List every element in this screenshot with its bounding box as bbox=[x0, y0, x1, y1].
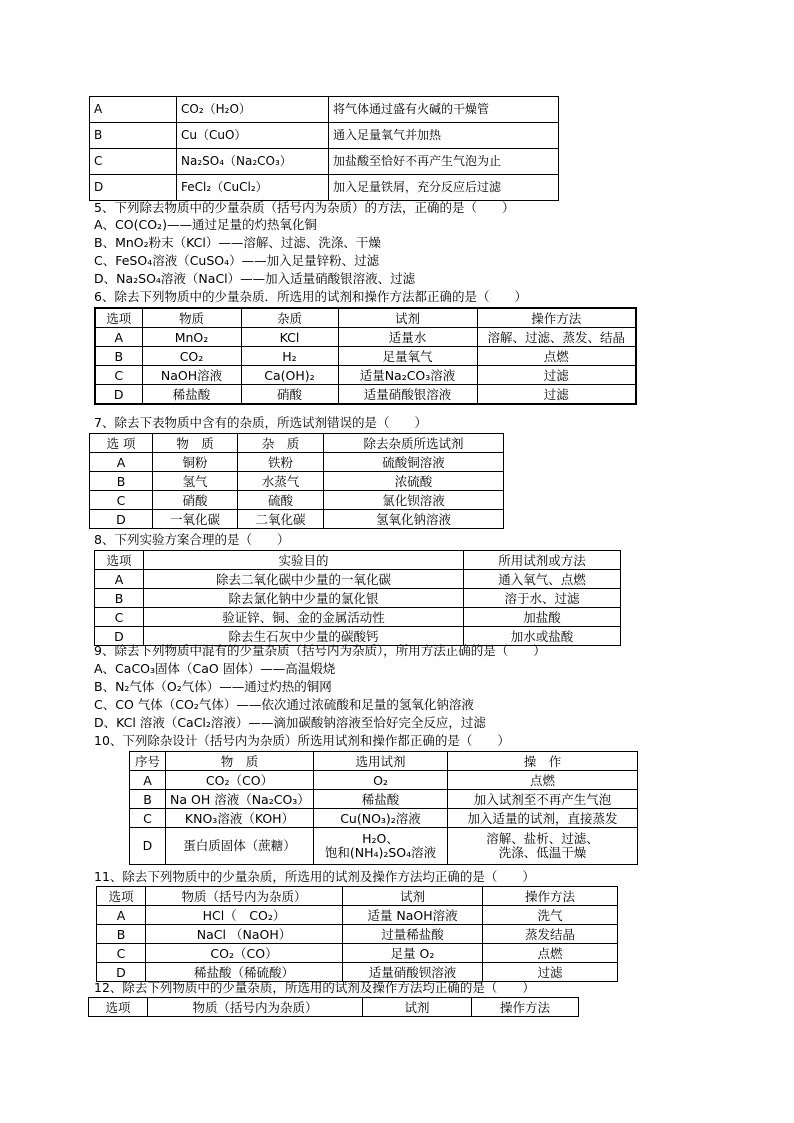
q10-table-container bbox=[129, 751, 638, 865]
table-row bbox=[130, 771, 638, 790]
table-row bbox=[95, 608, 621, 627]
column-header: 选项 bbox=[89, 998, 148, 1017]
column-header: 操作方法 bbox=[472, 998, 579, 1017]
column-header: 实验目的 bbox=[144, 551, 464, 570]
q5-option-a: A、CO(CO₂)——通过足量的灼热氧化铜 bbox=[94, 217, 317, 232]
table-cell: Na₂SO₄（Na₂CO₃） bbox=[177, 149, 329, 175]
table-cell: D bbox=[90, 175, 177, 201]
table-row bbox=[90, 453, 504, 472]
table-cell: C bbox=[95, 366, 142, 385]
table-cell: 水蒸气 bbox=[238, 472, 324, 491]
column-header: 物 质 bbox=[166, 752, 314, 771]
column-header: 试剂 bbox=[363, 998, 472, 1017]
table-cell: C bbox=[90, 491, 153, 510]
column-header: 操 作 bbox=[448, 752, 638, 771]
table-row bbox=[90, 175, 559, 201]
table-header-row bbox=[95, 551, 621, 570]
table-cell: 硫酸铜溶液 bbox=[324, 453, 504, 472]
table-cell: 溶于水、过滤 bbox=[464, 589, 621, 608]
table-cell: 加入试剂至不再产生气泡 bbox=[448, 790, 638, 809]
table-cell: C bbox=[97, 944, 146, 963]
column-header: 所用试剂或方法 bbox=[464, 551, 621, 570]
table-cell: 通入足量氧气并加热 bbox=[329, 123, 559, 149]
column-header: 杂 质 bbox=[238, 434, 324, 453]
column-header: 物质 bbox=[142, 308, 241, 328]
table-cell: 硝酸 bbox=[241, 385, 338, 405]
column-header: 选用试剂 bbox=[314, 752, 448, 771]
q7-table bbox=[89, 433, 504, 529]
table-row bbox=[95, 385, 636, 405]
q10-row-d-label: D bbox=[130, 828, 166, 865]
q12-stem: 12、除去下列物质中的少量杂质，所选用的试剂及操作方法均正确的是（ ） bbox=[94, 980, 535, 995]
table-header-row bbox=[89, 998, 579, 1017]
table-row bbox=[97, 925, 618, 944]
q10-row-d-reagent-line2: 饱和(NH₄)₂SO₄溶液 bbox=[324, 845, 437, 860]
q5-option-c: C、FeSO₄溶液（CuSO₄）——加入足量锌粉、过滤 bbox=[94, 253, 380, 268]
table-row bbox=[90, 97, 559, 123]
column-header: 选项 bbox=[97, 887, 146, 906]
column-header: 选 项 bbox=[90, 434, 153, 453]
table-cell: 加入适量的试剂，直接蒸发 bbox=[448, 809, 638, 828]
table-cell: Na OH 溶液（Na₂CO₃） bbox=[166, 790, 314, 809]
table-cell: 稀盐酸 bbox=[314, 790, 448, 809]
column-header: 试剂 bbox=[338, 308, 477, 328]
q4-table bbox=[89, 96, 559, 201]
table-header-row bbox=[130, 752, 638, 771]
table-cell: 加入足量铁屑，充分反应后过滤 bbox=[329, 175, 559, 201]
q10-row-d-reagent bbox=[314, 828, 448, 865]
q6-table bbox=[94, 307, 637, 405]
q11-table-container bbox=[96, 886, 618, 982]
table-cell: 过滤 bbox=[483, 963, 618, 982]
table-cell: CO₂（CO） bbox=[146, 944, 343, 963]
q9-option-c: C、CO 气体（CO₂气体）——依次通过浓硫酸和足量的氢氧化钠溶液 bbox=[94, 697, 474, 712]
q8-stem: 8、下列实验方案合理的是（ ） bbox=[94, 532, 290, 547]
table-cell: 足量 O₂ bbox=[343, 944, 483, 963]
table-row bbox=[130, 790, 638, 809]
table-cell: D bbox=[90, 510, 153, 529]
q11-table bbox=[96, 886, 618, 982]
table-cell: 除去氯化钠中少量的氯化银 bbox=[144, 589, 464, 608]
table-cell: CO₂（H₂O） bbox=[177, 97, 329, 123]
table-cell: 点燃 bbox=[477, 347, 636, 366]
table-cell: B bbox=[95, 347, 142, 366]
column-header: 物质（括号内为杂质） bbox=[146, 887, 343, 906]
q5-stem: 5、下列除去物质中的少量杂质（括号内为杂质）的方法，正确的是（ ） bbox=[94, 200, 515, 215]
column-header: 序号 bbox=[130, 752, 166, 771]
q4-table-container bbox=[89, 96, 559, 201]
table-row bbox=[97, 906, 618, 925]
table-cell: 点燃 bbox=[448, 771, 638, 790]
column-header: 选项 bbox=[95, 308, 142, 328]
table-cell: MnO₂ bbox=[142, 328, 241, 347]
table-cell: B bbox=[130, 790, 166, 809]
table-cell: D bbox=[95, 385, 142, 405]
column-header: 选项 bbox=[95, 551, 144, 570]
table-cell: 过滤 bbox=[477, 366, 636, 385]
q5-option-d: D、Na₂SO₄溶液（NaCl）——加入适量硝酸银溶液、过滤 bbox=[94, 271, 416, 286]
table-cell: Cu（CuO） bbox=[177, 123, 329, 149]
table-cell: 加盐酸至恰好不再产生气泡为止 bbox=[329, 149, 559, 175]
table-cell: B bbox=[90, 123, 177, 149]
table-cell: A bbox=[90, 453, 153, 472]
q9-stem: 9、除去下列物质中混有的少量杂质（括号内为杂质），所用方法正确的是（ ） bbox=[94, 643, 546, 658]
table-cell: 除去二氧化碳中少量的一氧化碳 bbox=[144, 570, 464, 589]
table-cell: B bbox=[90, 472, 153, 491]
q12-table-container bbox=[88, 997, 579, 1017]
table-cell: 二氧化碳 bbox=[238, 510, 324, 529]
column-header: 除去杂质所选试剂 bbox=[324, 434, 504, 453]
table-cell: 通入氧气、点燃 bbox=[464, 570, 621, 589]
table-cell: 溶解、过滤、蒸发、结晶 bbox=[477, 328, 636, 347]
table-cell: 加水或盐酸 bbox=[464, 627, 621, 646]
q6-table-container bbox=[94, 307, 637, 405]
q10-row-d-op bbox=[448, 828, 638, 865]
q9-option-b: B、N₂气体（O₂气体）——通过灼热的铜网 bbox=[94, 679, 332, 694]
table-cell: 将气体通过盛有火碱的干燥管 bbox=[329, 97, 559, 123]
table-cell: NaOH溶液 bbox=[142, 366, 241, 385]
q10-table bbox=[129, 751, 638, 865]
table-cell: 铜粉 bbox=[153, 453, 238, 472]
table-cell: B bbox=[95, 589, 144, 608]
table-row bbox=[90, 510, 504, 529]
table-cell: D bbox=[97, 963, 146, 982]
table-cell: 适量Na₂CO₃溶液 bbox=[338, 366, 477, 385]
table-cell: C bbox=[130, 809, 166, 828]
table-cell: 氢氧化钠溶液 bbox=[324, 510, 504, 529]
q10-row-d-reagent-line1: H₂O、 bbox=[362, 831, 399, 846]
q7-table-container bbox=[89, 433, 504, 529]
table-header-row bbox=[90, 434, 504, 453]
table-cell: 验证锌、铜、金的金属活动性 bbox=[144, 608, 464, 627]
table-cell: 氢气 bbox=[153, 472, 238, 491]
table-row bbox=[130, 828, 638, 865]
table-cell: 足量氧气 bbox=[338, 347, 477, 366]
table-row bbox=[97, 944, 618, 963]
table-cell: C bbox=[90, 149, 177, 175]
table-row bbox=[130, 809, 638, 828]
table-cell: 过滤 bbox=[477, 385, 636, 405]
table-cell: D bbox=[95, 627, 144, 646]
q10-stem: 10、下列除杂设计（括号内为杂质）所选用试剂和操作都正确的是（ ） bbox=[94, 733, 510, 748]
table-cell: O₂ bbox=[314, 771, 448, 790]
table-cell: 一氧化碳 bbox=[153, 510, 238, 529]
column-header: 杂质 bbox=[241, 308, 338, 328]
column-header: 试剂 bbox=[343, 887, 483, 906]
table-cell: 硫酸 bbox=[238, 491, 324, 510]
column-header: 操作方法 bbox=[477, 308, 636, 328]
table-cell: 除去生石灰中少量的碳酸钙 bbox=[144, 627, 464, 646]
table-cell: 硝酸 bbox=[153, 491, 238, 510]
table-cell: 蒸发结晶 bbox=[483, 925, 618, 944]
q7-stem: 7、除去下表物质中含有的杂质，所选试剂错误的是（ ） bbox=[94, 415, 427, 430]
table-row bbox=[95, 347, 636, 366]
table-cell: 稀盐酸（稀硫酸） bbox=[146, 963, 343, 982]
table-cell: H₂ bbox=[241, 347, 338, 366]
table-row bbox=[90, 123, 559, 149]
table-cell: Cu(NO₃)₂溶液 bbox=[314, 809, 448, 828]
table-cell: 洗气 bbox=[483, 906, 618, 925]
table-cell: 稀盐酸 bbox=[142, 385, 241, 405]
q8-table bbox=[94, 550, 621, 646]
table-cell: A bbox=[95, 570, 144, 589]
table-cell: C bbox=[95, 608, 144, 627]
table-row bbox=[97, 963, 618, 982]
q12-table bbox=[88, 997, 579, 1017]
table-cell: A bbox=[90, 97, 177, 123]
table-row bbox=[90, 491, 504, 510]
q9-option-d: D、KCl 溶液（CaCl₂溶液）——滴加碳酸钠溶液至恰好完全反应，过滤 bbox=[94, 715, 486, 730]
q10-row-d-op-line2: 洗涤、低温干燥 bbox=[498, 845, 587, 860]
q10-row-d-op-line1: 溶解、盐析、过滤、 bbox=[486, 831, 599, 846]
q6-stem: 6、除去下列物质中的少量杂质．所选用的试剂和操作方法都正确的是（ ） bbox=[94, 289, 527, 304]
q5-option-b: B、MnO₂粉末（KCl）——溶解、过滤、洗涤、干燥 bbox=[94, 235, 381, 250]
table-cell: 适量硝酸银溶液 bbox=[338, 385, 477, 405]
table-header-row bbox=[97, 887, 618, 906]
column-header: 物质（括号内为杂质） bbox=[148, 998, 363, 1017]
table-cell: 浓硫酸 bbox=[324, 472, 504, 491]
table-row bbox=[90, 472, 504, 491]
q10-row-d-substance: 蛋白质固体（蔗糖） bbox=[166, 828, 314, 865]
table-cell: 氯化钡溶液 bbox=[324, 491, 504, 510]
table-cell: 适量水 bbox=[338, 328, 477, 347]
table-cell: Ca(OH)₂ bbox=[241, 366, 338, 385]
column-header: 操作方法 bbox=[483, 887, 618, 906]
q11-stem: 11、除去下列物质中的少量杂质，所选用的试剂及操作方法均正确的是（ ） bbox=[94, 869, 535, 884]
q8-table-container bbox=[94, 550, 621, 646]
table-cell: CO₂（CO） bbox=[166, 771, 314, 790]
table-cell: KNO₃溶液（KOH） bbox=[166, 809, 314, 828]
table-cell: 适量硝酸钡溶液 bbox=[343, 963, 483, 982]
table-row bbox=[95, 328, 636, 347]
table-cell: 过量稀盐酸 bbox=[343, 925, 483, 944]
table-cell: 铁粉 bbox=[238, 453, 324, 472]
table-cell: FeCl₂（CuCl₂） bbox=[177, 175, 329, 201]
q9-option-a: A、CaCO₃固体（CaO 固体）——高温煅烧 bbox=[94, 661, 336, 676]
table-cell: 加盐酸 bbox=[464, 608, 621, 627]
table-row bbox=[90, 149, 559, 175]
table-row bbox=[95, 366, 636, 385]
table-row bbox=[95, 570, 621, 589]
table-cell: CO₂ bbox=[142, 347, 241, 366]
table-cell: A bbox=[97, 906, 146, 925]
table-cell: B bbox=[97, 925, 146, 944]
table-cell: A bbox=[95, 328, 142, 347]
table-cell: 点燃 bbox=[483, 944, 618, 963]
table-cell: 适量 NaOH溶液 bbox=[343, 906, 483, 925]
table-cell: HCl（ CO₂） bbox=[146, 906, 343, 925]
table-row bbox=[95, 589, 621, 608]
table-cell: KCl bbox=[241, 328, 338, 347]
table-cell: NaCl （NaOH） bbox=[146, 925, 343, 944]
table-header-row bbox=[95, 308, 636, 328]
table-cell: A bbox=[130, 771, 166, 790]
column-header: 物 质 bbox=[153, 434, 238, 453]
